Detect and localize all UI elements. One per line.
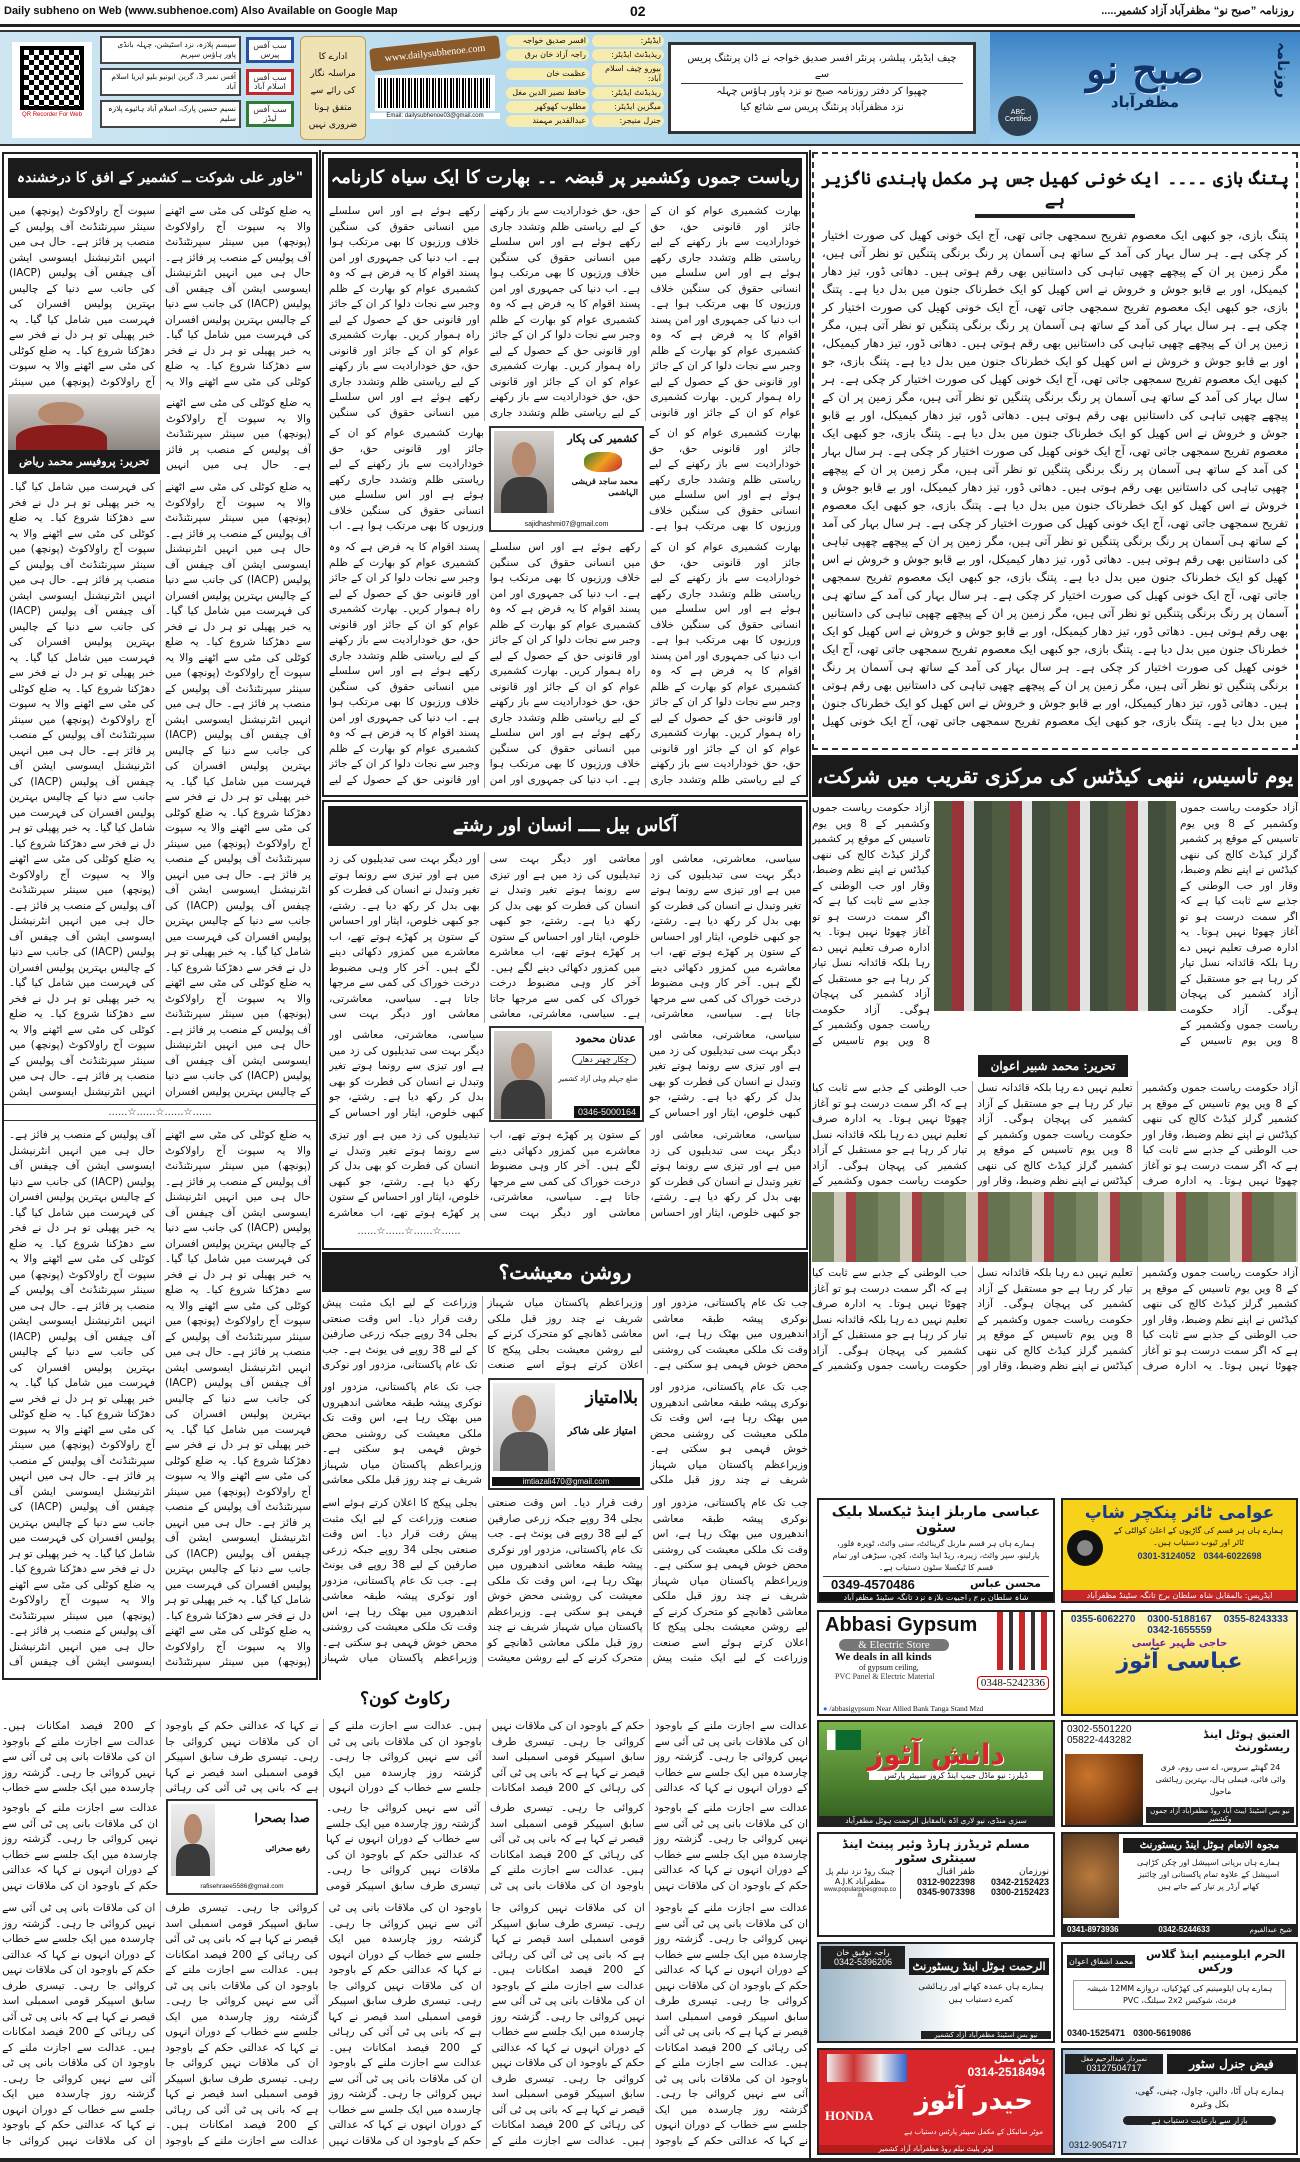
article-body: بھارت کشمیری عوام کو ان کے جائز اور قانونی حق، حق خودارادیت سے باز رکھنے کے لیے ریاستی ظلم وتشدد جاری رکھے ہوئے ہے اور اس سلسلے میں انسانی حقوق کی سنگین خلاف ورزیوں کا بھی مرتکب ہوا ہے۔ — [649, 427, 801, 532]
ad-tagline: بازار سے بارعایت دستیاب ہے — [1123, 2116, 1276, 2125]
article-akas-bel — [322, 800, 808, 1250]
article-body: بھارت کشمیری عوام کو ان کے جائز اور قانونی حق، حق خودارادیت سے باز رکھنے کے لیے ریاستی ظلم وتشدد جاری رکھے ہوئے ہے اور اس سلسلے میں انسانی حقوق کی سنگین خلاف ورزیوں کا بھی مرتکب ہوا ہے۔ اب دنیا کی جمہوری اور امن پسند اقوام کا یہ فرض ہے کہ وہ کشمیری عوام کو بھارت کے ظلم وجبر سے نجات دلوا کر ان کے جائز اور قانونی حق کے حصول کے لیے راہ ہموار کریں۔ بھارت کشمیری عوام کو ان کے جائز اور قانونی حق، حق خودارادیت سے باز رکھنے کے لیے ریاستی ظلم وتشدد جاری رکھے ہوئے ہے اور اس سلسلے میں انسانی حقوق کی سنگین خلاف ورزیوں کا بھی مرتکب ہوا ہے۔ اب دنیا کی جمہوری اور امن پسند اقوام کا یہ فرض ہے کہ وہ کشمیری عوام کو بھارت کے ظلم وجبر سے نجات دلوا کر ان کے جائز اور قانونی حق کے حصول کے لیے راہ ہموار کریں۔ بھارت کشمیری عوام کو ان کے جائز اور قانونی حق، حق خودارادیت سے باز رکھنے کے لیے ریاستی ظلم وتشدد جاری رکھے ہوئے ہے اور اس سلسلے میں انسانی حقوق کی سنگین خلاف ورزیوں کا بھی مرتکب ہوا ہے۔ اب دنیا کی جمہوری اور امن پسند اقوام کا یہ فرض ہے کہ وہ کشمیری عوام کو بھارت کے ظلم وجبر سے نجات دلوا کر ان کے جائز اور قانونی حق کے حصول کے لیے راہ ہموار کریں۔ بھارت کشمیری عوام کو ان کے جائز اور قانونی حق، حق خودارادیت سے باز رکھنے کے لیے ریاستی ظلم وتشدد جاری رکھے ہوئے ہے اور اس سلسلے میں انسانی حقوق کی سنگین — [329, 205, 801, 419]
ad-facebook[interactable]: /abbasigypsum — [829, 1704, 875, 1713]
staff-name: افسر صدیق خواجہ — [506, 35, 589, 47]
facebook-icon: ● — [823, 1704, 828, 1713]
office-address: آفس نمبر 3، گرین ایونیو بلیو ایریا اسلام آباد — [100, 68, 241, 96]
column-divider — [809, 150, 811, 2160]
ad-title: الحرم ایلومینیم اینڈ گلاس ورکس — [1146, 1948, 1286, 1974]
ad-abbasi-gypsum[interactable] — [817, 1610, 1055, 1716]
ad-title: دانش آٹوز — [867, 1738, 1005, 1771]
abc-certified-badge: ABC Certified — [998, 96, 1038, 136]
ad-title: مسلم ٹریڈرز ہارڈ وئیر پینٹ اینڈ سینٹری سٹور — [842, 1837, 1030, 1865]
office-list — [100, 36, 294, 132]
qr-code-icon[interactable] — [20, 46, 84, 110]
ad-phone: 0342-5396206 — [833, 1957, 893, 1967]
qr-block — [12, 42, 92, 138]
staff-name: مطلوب کھوکھر — [506, 101, 589, 113]
notice-line: چیف ایڈیٹر، پبلشر، پرنٹر افسر صدیق خواجہ نے ڈان پرنٹنگ پریس سے — [687, 53, 957, 80]
ceremony-photo — [812, 1192, 1298, 1262]
tyre-icon — [1067, 1530, 1103, 1566]
article-body: جب تک عام پاکستانی، مزدور اور نوکری پیشہ طبقہ معاشی اندھیروں میں بھٹک رہا ہے، اس وقت تک ملکی معیشت کی روشنی محض خوش فہمی ہو سکتی ہے۔ وزیراعظم پاکستان میاں شہباز شریف نے چند روز قبل ملکی معاشی ڈھانچے کو متحرک کرنے کے لیے روشن معیشت بجلی پیکج کا اعلان کرتے ہوئے اسے صنعت وزراعت کے لیے ایک مثبت پیش رفت قرار دیا۔ اس وقت صنعتی بجلی 34 روپے جبکہ زرعی صارفین کے لیے 38 روپے فی یونٹ ہے۔ جب تک عام پاکستانی، مزدور اور نوکری پیشہ طبقہ معاشی اندھیروں میں بھٹک رہا ہے، اس وقت تک ملکی معیشت کی روشنی محض خوش فہمی ہو سکتی ہے۔ وزیراعظم پاکستان میاں شہباز شریف نے چند روز قبل ملکی معاشی ڈھانچے کو متحرک کرنے کے لیے روشن معیشت بجلی پیکج کا اعلان کرتے ہوئے اسے صنعت وزراعت کے لیے ایک مثبت پیش رفت قرار دیا۔ اس وقت صنعتی بجلی 34 روپے جبکہ زرعی صارفین کے لیے 38 روپے فی یونٹ ہے۔ جب تک عام پاکستانی، مزدور اور نوکری پیشہ طبقہ معاشی اندھیروں میں بھٹک رہا ہے، اس وقت تک ملکی معیشت کی روشنی محض خوش فہمی ہو سکتی ہے۔ وزیراعظم پاکستان میاں شہباز — [322, 1497, 808, 1664]
ad-awami-tyre[interactable] — [1061, 1498, 1298, 1603]
article-body: آزاد حکومت ریاست جموں وکشمیر کے 8 ویں یوم تاسیس کے موقع پر کشمیر گرلز کیڈٹ کالج کی ننھی کیڈٹس نے اپنے نظم وضبط، وقار اور حب الوطنی کے جذبے سے ثابت کیا ہے کہ اگر سمت درست ہو تو آغاز چھوٹا نہیں ہوتا۔ یہ ادارہ صرف تعلیم نہیں دے رہا بلکہ قائدانہ نسل تیار کر رہا ہے جو مستقبل کے آزاد کشمیر کی پہچان ہوگی۔ آزاد حکومت ریاست جموں وکشمیر کے 8 ویں یوم تاسیس کے — [1180, 802, 1298, 1047]
column-divider — [319, 150, 321, 1680]
barcode-icon — [375, 75, 495, 111]
staff-role: ایڈیٹر: — [592, 35, 664, 47]
ad-contact-name: ریاض مغل — [994, 2054, 1045, 2065]
logo-city: مظفرآباد — [1110, 93, 1180, 111]
article-rukawat-kon — [2, 1683, 808, 2160]
logo-text: صبح نو — [1086, 46, 1204, 93]
website-banner[interactable]: www.dailysubhenoe.com — [369, 35, 501, 71]
ad-contact-name: محسن عباس — [970, 1577, 1041, 1590]
article-body: سیاسی، معاشرتی، معاشی اور دیگر بہت سی تبدیلیوں کی زد میں ہے اور تیزی سے رونما ہوتے تغیر وتبدل نے انسان کی فطرت کو بھی بدل کر رکھ دیا ہے۔ رشتے، جو کبھی خلوص، ایثار اور احساس کے ستون پر کھڑے ہوتے تھے، اب معاشرے میں کمزور دکھائی دینے لگے ہیں۔ آخر کار وہی مضبوط درخت خوراک کی کمی سے مرجھا جاتا ہے۔ سیاسی، معاشرتی، معاشی اور دیگر بہت سی تبدیلیوں کی زد میں ہے اور تیزی سے رونما ہوتے تغیر وتبدل نے انسان کی فطرت کو بھی بدل کر رکھ دیا ہے۔ رشتے، جو کبھی خلوص، ایثار اور احساس کے ستون پر کھڑے ہوتے تھے، اب معاشرے میں کمزور دکھائی دینے لگے ہیں۔ آخر کار وہی مضبوط درخت خوراک کی کمی سے مرجھا جاتا ہے۔ سیاسی، معاشرتی، معاشی اور دیگر بہت سی تبدیلیوں کی زد میں ہے اور تیزی سے رونما ہوتے تغیر وتبدل نے انسان کی فطرت کو بھی بدل کر رکھ دیا ہے۔ رشتے، جو کبھی خلوص، ایثار اور احساس کے ستون پر کھڑے ہوتے تھے، اب معاشرے میں کمزور دکھائی دینے لگے ہیں۔ آخر کار وہی مضبوط درخت خوراک کی کمی سے مرجھا جاتا ہے۔ سیاسی، معاشرتی، معاشی اور دیگر بہت سی — [329, 853, 801, 1020]
ad-contact-name: حاجی ظہیر عباسی — [1131, 1638, 1228, 1649]
notice-line: چھپوا کر دفتر روزنامہ صبح نو نزد پاور ہاؤس چہلہ — [681, 83, 963, 100]
headline: "خاور علی شوکت ــ کشمیر کے افق کا درخشندہ ستارہ" — [8, 158, 312, 198]
article-body: آزاد حکومت ریاست جموں وکشمیر کے 8 ویں یوم تاسیس کے موقع پر کشمیر گرلز کیڈٹ کالج کی ننھی کیڈٹس نے اپنے نظم وضبط، وقار اور حب الوطنی کے جذبے سے ثابت کیا ہے کہ اگر سمت درست ہو تو آغاز چھوٹا نہیں ہوتا۔ یہ ادارہ صرف تعلیم نہیں دے رہا بلکہ قائدانہ نسل تیار کر رہا ہے جو مستقبل کے آزاد کشمیر کی پہچان ہوگی۔ آزاد حکومت ریاست جموں وکشمیر کے 8 ویں یوم تاسیس کے موقع پر کشمیر گرلز کیڈٹ کالج کی ننھی کیڈٹس نے اپنے نظم وضبط، وقار اور حب الوطنی کے جذبے سے ثابت کیا ہے کہ اگر سمت درست ہو تو آغاز چھوٹا نہیں ہوتا۔ یہ ادارہ صرف تعلیم نہیں دے رہا بلکہ قائدانہ نسل تیار کر رہا ہے جو مستقبل کے آزاد کشمیر کی پہچان ہوگی۔ آزاد حکومت ریاست جموں وکشمیر کے — [812, 1267, 1298, 1372]
ad-muslim-traders[interactable] — [817, 1832, 1055, 1937]
office-address: نسیم حسین پارک، اسلام آباد ہائیوے پلازہ سلیم — [100, 100, 241, 128]
ad-phone: 0349-4570486 — [831, 1577, 915, 1592]
ad-danish-autos[interactable] — [817, 1720, 1055, 1827]
ad-contact-name: راجہ توفیق خان — [836, 1948, 890, 1957]
ad-title: عباسی ماربلز اینڈ ٹیکسلا بلیک سٹون — [831, 1504, 1041, 1536]
author-phone: 0346-5000164 — [574, 1106, 640, 1118]
ad-address: ایڈریس: بالمقابل شاہ سلطان برج تانگہ سٹینڈ مظفرآباد — [1063, 1590, 1296, 1601]
headline: ریاست جموں وکشمیر پر قبضہ ۔۔ بھارت کا ایک سیاہ کارنامہ — [328, 158, 802, 198]
ad-description: 24 گھنٹے سروس، اے سی روم، فری وائی فائی، فیملی ہال، بہترین رہائشی ماحول — [1155, 1763, 1286, 1796]
header-rule — [0, 24, 1300, 27]
ad-description: We deals in all kinds — [835, 1651, 932, 1663]
ad-description: ڈیلرز: نیو ماڈل جیپ اینڈ کروز سپیئر پارٹس — [869, 1771, 1043, 1780]
headline: پتنگ بازی ۔۔۔۔ ایک خونی کھیل جس پر مکمل پابندی ناگزیر ہے — [821, 169, 1289, 210]
ad-faiz-general-store[interactable] — [1061, 2048, 1298, 2155]
column-tag: چکار چھتر دھار — [572, 1054, 636, 1065]
ad-description: ہمارے ہاں عمدہ کھانے اور رہائشی کمرے دستیاب ہیں — [918, 1982, 1044, 2005]
ad-title: Abbasi Gypsum — [825, 1614, 978, 1636]
ad-phone: 0355-6062270 — [1070, 1614, 1136, 1625]
ad-phone: 03127504717 — [1086, 2063, 1142, 2073]
author-photo — [493, 1383, 555, 1471]
headline: روشن معیشت؟ — [322, 1252, 808, 1292]
ad-subtitle: & Electric Store — [839, 1639, 949, 1651]
column-name: کشمیر کی پکار — [567, 432, 638, 445]
ad-phone: 0342-5244633 — [1158, 1925, 1210, 1934]
article-kite — [812, 152, 1298, 750]
food-photo — [1065, 1754, 1143, 1826]
staff-name: عظمت خان — [506, 68, 589, 80]
article-body: یہ ضلع کوٹلی کی مٹی سے اٹھنے والا یہ سپوت آج راولاکوٹ (پونچھ) میں سینئر سپرنٹنڈنٹ آف پولیس کے منصب پر فائز ہے۔ حال ہی میں انہیں — [166, 397, 311, 471]
ad-phone: 05822-443282 — [1067, 1735, 1132, 1746]
article-body: جب تک عام پاکستانی، مزدور اور نوکری پیشہ طبقہ معاشی اندھیروں میں بھٹک رہا ہے، اس وقت تک ملکی معیشت کی روشنی محض خوش فہمی ہو سکتی ہے۔ وزیراعظم پاکستان میاں شہباز شریف نے چند روز قبل ملکی — [650, 1381, 808, 1486]
ad-address: نیو بس اسٹینڈ ایبٹ آباد روڈ مظفرآباد آزاد جموں وکشمیر — [1146, 1807, 1294, 1823]
office-tag: سب آفس اسلام آباد — [246, 69, 294, 95]
ad-majwa-hotel[interactable] — [1061, 1832, 1298, 1937]
article-roshan-maeeshat — [322, 1252, 808, 1680]
ad-title: العتیق ہوٹل اینڈ ریسٹورنٹ — [1203, 1728, 1290, 1754]
byline: تحریر: پروفیسر محمد ریاض — [8, 450, 160, 474]
separator-stars: ......☆......☆......☆...... — [357, 1226, 461, 1237]
byline: تحریر: محمد شبیر اعوان — [978, 1055, 1128, 1077]
staff-role: جنرل منیجر: — [592, 115, 664, 127]
headline: آکاس بیل ــــ انسان اور رشتے — [328, 806, 802, 846]
ad-address: نیو بس اسٹینڈ مظفرآباد آزاد کشمیر — [921, 2031, 1051, 2039]
ad-description: موٹر سائیکل کے مکمل سپیئر پارٹس دستیاب ہے — [904, 2128, 1043, 2136]
disclaimer-scroll: ادارے کا مراسلہ نگار کی رائے سے متفق ہونا ضروری نہیں — [300, 36, 366, 140]
kashmir-map-icon — [584, 452, 622, 472]
columnist-card — [166, 1799, 318, 1895]
staff-role: ریذیڈنٹ ایڈیٹر: — [592, 87, 664, 99]
logo-prefix: روزنامہ — [1274, 42, 1292, 98]
headline: یوم تاسیس، ننھی کیڈٹس کی مرکزی تقریب میں شرکت، — [812, 755, 1298, 797]
ad-address: شاہ سلطان برج راجپوت پلازہ نزد تانگہ سٹینڈ مظفرآباد — [819, 1592, 1053, 1603]
ad-address: لوئر پلیٹ نیلم روڈ مظفرآباد آزاد کشمیر — [819, 2145, 1053, 2153]
article-body: عدالت سے اجازت ملنے کے باوجود ان کی ملاقات بانی پی ٹی آئی سے نہیں کروائی جا رہی۔ گزشتہ روز چارسدہ میں ایک جلسے سے خطاب کے دوران انہوں نے کہا کہ عدالتی حکم کے باوجود ان کی ملاقات نہیں کروائی جا رہی۔ تیسری طرف سابق اسپیکر قومی اسمبلی اسد قیصر نے کہا ہے کہ بانی پی ٹی آئی کی رہائی کے 200 فیصد امکانات ہیں۔ عدالت سے اجازت ملنے کے باوجود ان کی ملاقات بانی پی ٹی آئی سے نہیں کروائی جا رہی۔ گزشتہ روز چارسدہ میں ایک جلسے سے خطاب کے دوران انہوں نے کہا کہ عدالتی حکم کے باوجود ان کی ملاقات نہیں کروائی جا رہی۔ تیسری طرف سابق اسپیکر قومی اسمبلی اسد قیصر نے کہا ہے کہ بانی پی ٹی آئی کی رہائی کے 200 فیصد امکانات ہیں۔ عدالت سے اجازت ملنے کے باوجود ان کی ملاقات بانی پی ٹی آئی سے نہیں کروائی جا رہی۔ گزشتہ روز چارسدہ میں ایک جلسے سے خطاب — [2, 1720, 808, 1794]
columnist-card — [489, 1026, 644, 1122]
staff-name: راجہ آزاد خان برق — [506, 49, 589, 61]
ad-title: فیض جنرل سٹور — [1167, 2054, 1296, 2074]
ad-abbasi-marbles[interactable] — [817, 1498, 1055, 1603]
article-body: آزاد حکومت ریاست جموں وکشمیر کے 8 ویں یوم تاسیس کے موقع پر کشمیر گرلز کیڈٹ کالج کی ننھی کیڈٹس نے اپنے نظم وضبط، وقار اور حب الوطنی کے جذبے سے ثابت کیا ہے کہ اگر سمت درست ہو تو آغاز چھوٹا نہیں ہوتا۔ یہ ادارہ صرف تعلیم نہیں دے رہا بلکہ قائدانہ نسل تیار کر رہا ہے جو مستقبل کے آزاد کشمیر کی پہچان ہوگی۔ آزاد حکومت ریاست جموں وکشمیر کے 8 ویں یوم تاسیس کے — [812, 802, 930, 1047]
ad-al-ateeq-hotel[interactable] — [1061, 1720, 1298, 1827]
cadets-photo — [934, 801, 1176, 1011]
ad-al-rehmat-hotel[interactable] — [817, 1942, 1055, 2043]
author-photo — [8, 394, 160, 450]
author-photo — [494, 1031, 552, 1119]
staff-name: حافظ نصیر الدین مغل — [506, 87, 589, 99]
staff-role: میگزین ایڈیٹر: — [592, 101, 664, 113]
article-body: جب تک عام پاکستانی، مزدور اور نوکری پیشہ طبقہ معاشی اندھیروں میں بھٹک رہا ہے، اس وقت تک ملکی معیشت کی روشنی محض خوش فہمی ہو سکتی ہے۔ وزیراعظم پاکستان میاں شہباز شریف نے چند روز قبل ملکی معاشی ڈھانچے کو متحرک کرنے کے لیے روشن معیشت بجلی پیکج کا اعلان کرتے ہوئے اسے صنعت وزراعت کے لیے ایک مثبت پیش رفت قرار دیا۔ اس وقت صنعتی بجلی 34 روپے جبکہ زرعی صارفین کے لیے 38 روپے فی یونٹ ہے۔ جب تک عام پاکستانی، مزدور اور نوکری — [322, 1297, 808, 1371]
ad-description: ہمارے ہاں ہر قسم کی گاڑیوں کے اعلیٰ کوالٹی کے ٹائر اور ٹیوب دستیاب ہیں۔ — [1113, 1526, 1284, 1547]
author-email[interactable]: sajidhashmi07@gmail.com — [524, 521, 609, 528]
ad-phone: 0302-5501220 — [1067, 1724, 1132, 1735]
food-photo — [1063, 1834, 1119, 1918]
author-name: محمد ساجد قریشی الہاشمی — [571, 476, 638, 497]
office-address: سیسم پلازہ، نزد اسٹیشن، چہلہ بانڈی پاور ہاؤس سپریم — [100, 36, 241, 64]
column-name: صدا بصحرا — [254, 1811, 310, 1825]
ad-phone: 0342-1655559 — [1147, 1625, 1212, 1636]
ad-phone: 0342-2152423 — [990, 1877, 1049, 1887]
email-text: Email: dailysubhenoe03@gmail.com — [370, 113, 500, 119]
ad-phone: 0355-8243333 — [1223, 1614, 1289, 1625]
article-body: یہ ضلع کوٹلی کی مٹی سے اٹھنے والا یہ سپوت آج راولاکوٹ (پونچھ) میں سینئر سپرنٹنڈنٹ آف پولیس کے منصب پر فائز ہے۔ حال ہی میں انہیں انٹرنیشنل ایسوسی ایشن آف چیفس آف پولیس (IACP) کی جانب سے دنیا کے چالیس بہترین پولیس افسران کی فہرست میں شامل کیا گیا۔ یہ خبر پھیلی تو ہر دل نے فخر سے دھڑکنا شروع کیا۔ یہ ضلع کوٹلی کی مٹی سے اٹھنے والا یہ سپوت آج راولاکوٹ (پونچھ) میں سینئر سپرنٹنڈنٹ آف پولیس کے منصب پر فائز ہے۔ حال ہی میں انہیں انٹرنیشنل ایسوسی ایشن آف چیفس آف پولیس (IACP) کی جانب سے دنیا کے چالیس بہترین پولیس افسران کی فہرست میں شامل کیا گیا۔ یہ خبر پھیلی تو ہر دل نے فخر سے دھڑکنا شروع کیا۔ یہ ضلع کوٹلی کی مٹی سے اٹھنے والا یہ سپوت آج راولاکوٹ (پونچھ) میں سینئر سپرنٹنڈنٹ آف پولیس کے منصب پر فائز ہے۔ حال ہی میں انہیں انٹرنیشنل ایسوسی ایشن آف چیفس آف پولیس (IACP) کی جانب سے دنیا کے چالیس بہترین پولیس افسران کی فہرست میں شامل کیا گیا۔ یہ خبر پھیلی تو ہر دل نے فخر سے دھڑکنا شروع کیا۔ یہ ضلع کوٹلی کی مٹی سے اٹھنے والا یہ سپوت آج راولاکوٹ (پونچھ) میں سینئر سپرنٹنڈنٹ آف پولیس کے منصب پر فائز ہے۔ حال ہی میں انہیں انٹرنیشنل ایسوسی ایشن آف چیفس آف پولیس (IACP) کی جانب سے دنیا کے چالیس بہترین پولیس افسران کی فہرست میں شامل کیا گیا۔ یہ خبر پھیلی تو ہر دل نے فخر سے دھڑکنا شروع کیا۔ یہ ضلع کوٹلی کی مٹی سے اٹھنے والا یہ سپوت آج راولاکوٹ (پونچھ) میں سینئر سپرنٹنڈنٹ آف پولیس کے منصب پر فائز ہے۔ حال ہی میں انہیں انٹرنیشنل ایسوسی ایشن آف چیفس آف پولیس (IACP) کی جانب سے دنیا کے چالیس بہترین پولیس افسران کی فہرست میں شامل کیا گیا۔ یہ خبر پھیلی تو ہر دل نے فخر سے دھڑکنا شروع کیا۔ یہ ضلع کوٹلی کی مٹی سے اٹھنے والا یہ سپوت آج راولاکوٹ (پونچھ) میں سینئر سپرنٹنڈنٹ آف پولیس کے منصب پر فائز ہے۔ حال ہی میں انہیں انٹرنیشنل ایسوسی ایشن آف چیفس آف پولیس (IACP) کی جانب سے دنیا کے چالیس بہترین پولیس افسران کی فہرست میں شامل کیا گیا۔ یہ خبر پھیلی تو ہر دل نے فخر سے دھڑکنا شروع کیا۔ یہ ضلع کوٹلی کی مٹی سے اٹھنے والا یہ سپوت آج راولاکوٹ (پونچھ) میں سینئر سپرنٹنڈنٹ آف پولیس کے منصب پر فائز ہے۔ حال ہی میں انہیں انٹرنیشنل ایسوسی ایشن آف چیفس آف پولیس (IACP) کی جانب سے دنیا کے چالیس بہترین پولیس افسران کی فہرست میں شامل کیا گیا۔ یہ خبر پھیلی تو ہر دل نے فخر سے دھڑکنا شروع کیا۔ یہ ضلع کوٹلی کی مٹی سے اٹھنے والا یہ سپوت آج راولاکوٹ (پونچھ) میں سینئر سپرنٹنڈنٹ آف پولیس کے منصب پر فائز ہے۔ حال ہی میں انہیں انٹرنیشنل ایسوسی ایشن — [9, 481, 311, 1098]
ad-phone: 0341-8973936 — [1067, 1925, 1119, 1934]
ad-phone: 0312-9054717 — [1069, 2140, 1128, 2150]
article-body: سیاسی، معاشرتی، معاشی اور دیگر بہت سی تبدیلیوں کی زد میں ہے اور تیزی سے رونما ہوتے تغیر وتبدل نے انسان کی فطرت کو بھی بدل کر رکھ دیا ہے۔ رشتے، جو کبھی خلوص، ایثار اور احساس کے — [649, 1029, 801, 1119]
headline: رکاوٹ کون؟ — [360, 1689, 450, 1709]
column-name: بلاامتیاز — [585, 1388, 638, 1408]
ad-al-haram-aluminium[interactable] — [1061, 1942, 1298, 2043]
office-tag: سب آفس لیڈز — [246, 101, 294, 127]
columnist-card — [488, 1378, 644, 1490]
website-line: Daily subheno on Web (www.subhenoe.com) Also Available on Google Map — [4, 5, 398, 17]
ad-phone: 0300-2152423 — [990, 1887, 1049, 1897]
ad-title: عباسی آٹوز — [1116, 1649, 1243, 1674]
article-khawar-ali-shaukat — [2, 152, 318, 1680]
article-cadets — [812, 755, 1298, 1385]
ad-contact-name: نورزمان — [1018, 1867, 1049, 1877]
ad-description: ہمارے ہاں بریانی اسپیشل اور چکن کڑاہی اسپیشل کے علاوہ تمام پاکستانی اور چائنیز کھانے آرڈر پر تیار کیے جاتے ہیں — [1137, 1858, 1280, 1891]
article-body: پتنگ بازی، جو کبھی ایک معصوم تفریح سمجھی جاتی تھی، آج ایک خونی کھیل کی صورت اختیار کر چکی ہے۔ ہر سال بہار کی آمد کے ساتھ ہی آسمان پر رنگ برنگی پتنگیں تو نظر آتی ہیں، مگر زمین پر ان کے پیچھے چھپی تباہی کی داستانیں بھی رقم ہوتی ہیں۔ دھاتی ڈور، تیز دھار کیمیکل، اور بے قابو جوش و خروش نے اس کھیل کو ایک خطرناک جنون میں بدل دیا ہے۔ پتنگ بازی، جو کبھی ایک معصوم تفریح سمجھی جاتی تھی، آج ایک خونی کھیل کی صورت اختیار کر چکی ہے۔ ہر سال بہار کی آمد کے ساتھ ہی آسمان پر رنگ برنگی پتنگیں تو نظر آتی ہیں، مگر زمین پر ان کے پیچھے چھپی تباہی کی داستانیں بھی رقم ہوتی ہیں۔ دھاتی ڈور، تیز دھار کیمیکل، اور بے قابو جوش و خروش نے اس کھیل کو ایک خطرناک جنون میں بدل دیا ہے۔ پتنگ بازی، جو کبھی ایک معصوم تفریح سمجھی جاتی تھی، آج ایک خونی کھیل کی صورت اختیار کر چکی ہے۔ ہر سال بہار کی آمد کے ساتھ ہی آسمان پر رنگ برنگی پتنگیں تو نظر آتی ہیں، مگر زمین پر ان کے پیچھے چھپی تباہی کی داستانیں بھی رقم ہوتی ہیں۔ دھاتی ڈور، تیز دھار کیمیکل، اور بے قابو جوش و خروش نے اس کھیل کو ایک خطرناک جنون میں بدل دیا ہے۔ پتنگ بازی، جو کبھی ایک معصوم تفریح سمجھی جاتی تھی، آج ایک خونی کھیل کی صورت اختیار کر چکی ہے۔ ہر سال بہار کی آمد کے ساتھ ہی آسمان پر رنگ برنگی پتنگیں تو نظر آتی ہیں، مگر زمین پر ان کے پیچھے چھپی تباہی کی داستانیں بھی رقم ہوتی ہیں۔ دھاتی ڈور، تیز دھار کیمیکل، اور بے قابو جوش و خروش نے اس کھیل کو ایک خطرناک جنون میں بدل دیا ہے۔ پتنگ بازی، جو کبھی ایک معصوم تفریح سمجھی جاتی تھی، آج ایک خونی کھیل کی صورت اختیار کر چکی ہے۔ ہر سال بہار کی آمد کے ساتھ ہی آسمان پر رنگ برنگی پتنگیں تو نظر آتی ہیں، مگر زمین پر ان کے پیچھے چھپی تباہی کی داستانیں بھی رقم ہوتی ہیں۔ دھاتی ڈور، تیز دھار کیمیکل، اور بے قابو جوش و خروش نے اس کھیل کو ایک خطرناک جنون میں بدل دیا ہے۔ پتنگ بازی، جو کبھی ایک معصوم تفریح سمجھی جاتی تھی، آج ایک خونی کھیل کی صورت اختیار کر چکی ہے۔ ہر سال بہار کی آمد کے ساتھ ہی آسمان پر رنگ برنگی پتنگیں تو نظر آتی ہیں، مگر زمین پر ان کے پیچھے چھپی تباہی کی داستانیں بھی رقم ہوتی ہیں۔ دھاتی ڈور، تیز دھار کیمیکل، اور بے قابو جوش و خروش نے اس کھیل کو ایک خطرناک جنون میں بدل دیا ہے۔ پتنگ بازی، جو کبھی ایک معصوم تفریح سمجھی جاتی تھی، آج ایک خونی کھیل کی صورت اختیار کر چکی ہے۔ ہر سال بہار کی آمد کے ساتھ ہی آسمان پر رنگ برنگی پتنگیں تو نظر آتی ہیں، مگر زمین پر ان کے پیچھے چھپی تباہی کی داستانیں بھی رقم ہوتی ہیں۔ دھاتی ڈور، تیز دھار کیمیکل، اور بے قابو جوش و خروش نے اس کھیل کو ایک خطرناک جنون میں بدل دیا ہے۔ پتنگ بازی، جو کبھی ایک معصوم تفریح سمجھی جاتی تھی، آج ایک خونی کھیل — [822, 228, 1288, 728]
newspaper-title-line: روزنامہ ”صبح نو“ مظفرآباد آزاد کشمیر..... — [1101, 5, 1294, 17]
article-body: یہ ضلع کوٹلی کی مٹی سے اٹھنے والا یہ سپوت آج راولاکوٹ (پونچھ) میں سینئر سپرنٹنڈنٹ آف پولیس کے منصب پر فائز ہے۔ حال ہی میں انہیں انٹرنیشنل ایسوسی ایشن آف چیفس آف پولیس (IACP) کی جانب سے دنیا کے چالیس بہترین پولیس افسران کی فہرست میں شامل کیا گیا۔ یہ خبر پھیلی تو ہر دل نے فخر سے دھڑکنا شروع کیا۔ یہ ضلع کوٹلی کی مٹی سے اٹھنے والا یہ سپوت آج راولاکوٹ (پونچھ) میں سینئر سپرنٹنڈنٹ آف پولیس کے منصب پر فائز ہے۔ حال ہی میں انہیں انٹرنیشنل ایسوسی ایشن آف چیفس آف پولیس (IACP) کی جانب سے دنیا کے چالیس بہترین پولیس افسران کی فہرست میں شامل کیا گیا۔ یہ خبر پھیلی تو ہر دل نے فخر سے دھڑکنا شروع کیا۔ یہ ضلع کوٹلی کی مٹی سے اٹھنے والا یہ سپوت آج راولاکوٹ (پونچھ) میں سینئر سپرنٹنڈنٹ آف پولیس کے منصب پر فائز ہے۔ حال ہی میں انہیں انٹرنیشنل ایسوسی ایشن آف چیفس آف پولیس (IACP) کی جانب سے دنیا کے چالیس بہترین پولیس افسران کی فہرست میں شامل کیا گیا۔ یہ خبر پھیلی تو ہر دل نے فخر سے دھڑکنا شروع کیا۔ یہ ضلع کوٹلی کی مٹی سے اٹھنے والا یہ سپوت آج راولاکوٹ (پونچھ) میں سینئر سپرنٹنڈنٹ آف پولیس کے منصب پر فائز ہے۔ حال ہی میں انہیں انٹرنیشنل ایسوسی ایشن آف چیفس آف پولیس (IACP) کی جانب سے دنیا کے چالیس بہترین پولیس افسران کی فہرست میں شامل کیا گیا۔ یہ خبر پھیلی تو ہر دل نے فخر سے دھڑکنا شروع کیا۔ یہ ضلع کوٹلی کی مٹی سے اٹھنے والا یہ سپوت آج راولاکوٹ (پونچھ) میں سینئر سپرنٹنڈنٹ آف پولیس کے منصب پر فائز ہے۔ حال ہی میں انہیں انٹرنیشنل ایسوسی ایشن آف چیفس آف پولیس (IACP) کی جانب سے دنیا کے چالیس بہترین پولیس افسران کی فہرست میں شامل کیا گیا۔ یہ خبر پھیلی تو ہر دل نے فخر سے دھڑکنا شروع کیا۔ یہ ضلع کوٹلی کی مٹی سے اٹھنے والا یہ سپوت آج راولاکوٹ (پونچھ) میں سینئر سپرنٹنڈنٹ آف پولیس کے منصب پر فائز ہے۔ حال ہی میں انہیں انٹرنیشنل ایسوسی ایشن آف چیفس آف پولیس (IACP) کی جانب سے دنیا کے چالیس بہترین پولیس افسران کی فہرست میں شامل کیا گیا۔ یہ خبر پھیلی تو ہر دل نے فخر سے دھڑکنا شروع کیا۔ یہ ضلع کوٹلی کی مٹی سے اٹھنے والا یہ سپوت آج راولاکوٹ (پونچھ) میں سینئر سپرنٹنڈنٹ آف پولیس کے منصب پر فائز ہے۔ حال ہی میں انہیں انٹرنیشنل ایسوسی ایشن آف چیفس آف — [9, 1129, 311, 1668]
qr-label: QR Recorder For Web — [22, 112, 82, 118]
page-number: 02 — [630, 3, 646, 19]
author-email[interactable]: imtiazali470@gmail.com — [492, 1477, 640, 1486]
ad-phone: 0314-2518494 — [967, 2065, 1045, 2079]
ad-phone: 0345-9073398 — [916, 1887, 975, 1897]
ad-phone: 0348-5242336 — [977, 1676, 1049, 1690]
article-body: آزاد حکومت ریاست جموں وکشمیر کے 8 ویں یوم تاسیس کے موقع پر کشمیر گرلز کیڈٹ کالج کی ننھی کیڈٹس نے اپنے نظم وضبط، وقار اور حب الوطنی کے جذبے سے ثابت کیا ہے کہ اگر سمت درست ہو تو آغاز چھوٹا نہیں ہوتا۔ یہ ادارہ صرف تعلیم نہیں دے رہا بلکہ قائدانہ نسل تیار کر رہا ہے جو مستقبل کے آزاد کشمیر کی پہچان ہوگی۔ آزاد حکومت ریاست جموں وکشمیر کے 8 ویں یوم تاسیس کے موقع پر کشمیر گرلز کیڈٹ کالج کی ننھی کیڈٹس نے اپنے نظم وضبط، وقار اور حب الوطنی کے جذبے سے ثابت کیا ہے کہ اگر سمت درست ہو تو آغاز چھوٹا نہیں ہوتا۔ یہ ادارہ صرف تعلیم نہیں دے رہا بلکہ قائدانہ نسل تیار کر رہا ہے جو مستقبل کے آزاد کشمیر کی پہچان ہوگی۔ آزاد حکومت ریاست جموں وکشمیر کے — [812, 1082, 1298, 1187]
article-kashmir — [322, 152, 808, 797]
ad-description: ہمارے ہاں ہر قسم ماربل گرینائٹ، سنی وائٹ، ٹویرہ فلور، پارلینو، سپر وائٹ، زیبرہ، ریڈ اینڈ وائٹ، کچن، سیڑھی اور تمام قسم کا ٹیکسلا سٹون دستیاب ہے۔ — [832, 1539, 1040, 1572]
staff-role: ریذیڈنٹ ایڈیٹر: — [592, 49, 664, 61]
product-photo — [827, 2054, 907, 2082]
masthead — [0, 30, 1300, 146]
website-block — [370, 42, 500, 119]
ad-phone: 0340-1525471 — [1067, 2028, 1126, 2038]
notice-line: نزد مظفرآباد پرنٹنگ پریس سے شائع کیا — [740, 102, 904, 113]
article-body: جب تک عام پاکستانی، مزدور اور نوکری پیشہ طبقہ معاشی اندھیروں میں بھٹک رہا ہے، اس وقت تک ملکی معیشت کی روشنی محض خوش فہمی ہو سکتی ہے۔ وزیراعظم پاکستان میاں شہباز شریف نے چند روز قبل ملکی معاشی — [322, 1381, 482, 1486]
author-place: ضلع جہلم ویلی آزاد کشمیر — [558, 1075, 638, 1083]
author-name: رفیع صحرائی — [265, 1843, 310, 1853]
article-body: بھارت کشمیری عوام کو ان کے جائز اور قانونی حق، حق خودارادیت سے باز رکھنے کے لیے ریاستی ظلم وتشدد جاری رکھے ہوئے ہے اور اس سلسلے میں انسانی حقوق کی سنگین خلاف ورزیوں کا بھی مرتکب ہوا ہے۔ اب دنیا کی جمہوری اور امن پسند اقوام کا یہ فرض ہے کہ وہ کشمیری عوام کو بھارت کے ظلم وجبر سے نجات دلوا کر ان کے جائز اور قانونی حق کے حصول کے لیے راہ ہموار کریں۔ بھارت کشمیری عوام کو ان کے جائز اور قانونی حق، حق خودارادیت سے باز رکھنے کے لیے ریاستی ظلم وتشدد جاری رکھے ہوئے ہے اور اس سلسلے میں انسانی حقوق کی سنگین خلاف ورزیوں کا بھی مرتکب ہوا ہے۔ اب دنیا کی جمہوری اور امن پسند اقوام کا یہ فرض ہے کہ وہ کشمیری عوام کو بھارت کے ظلم وجبر سے نجات دلوا کر ان کے جائز اور قانونی حق کے حصول کے لیے راہ ہموار کریں۔ بھارت کشمیری عوام کو ان کے جائز اور قانونی حق، حق خودارادیت سے باز رکھنے کے لیے ریاستی ظلم وتشدد جاری رکھے ہوئے ہے اور اس سلسلے میں انسانی حقوق کی سنگین خلاف ورزیوں کا بھی مرتکب ہوا ہے۔ اب دنیا کی جمہوری اور امن پسند اقوام کا یہ فرض ہے کہ وہ کشمیری عوام کو بھارت کے ظلم وجبر سے نجات دلوا کر ان کے جائز اور قانونی حق کے حصول کے لیے راہ ہموار کریں۔ بھارت کشمیری عوام کو ان کے جائز اور قانونی حق، حق خودارادیت سے باز رکھنے کے لیے ریاستی ظلم وتشدد جاری رکھے ہوئے ہے اور اس سلسلے میں انسانی حقوق کی سنگین خلاف ورزیوں کا بھی مرتکب ہوا ہے۔ اب دنیا کی جمہوری اور امن پسند اقوام کا یہ فرض ہے کہ وہ کشمیری عوام کو بھارت کے ظلم وجبر سے نجات دلوا کر ان کے جائز اور قانونی حق کے حصول کے لیے — [329, 541, 801, 786]
ad-description: of gypsum ceiling, — [859, 1663, 919, 1672]
ad-description: ہمارے ہاں ایلومینیم کی کھڑکیاں، دروازے 12MM شیشہ فرنٹ، شوکیس 2x2 سیلنگ، PVC — [1073, 1980, 1286, 2010]
honda-logo: HONDA — [825, 2108, 874, 2123]
ad-haider-autos[interactable] — [817, 2048, 1055, 2155]
article-body: عدالت سے اجازت ملنے کے باوجود ان کی ملاقات بانی پی ٹی آئی سے نہیں کروائی جا رہی۔ گزشتہ روز چارسدہ میں ایک جلسے سے خطاب کے دوران انہوں نے کہا کہ عدالتی حکم کے باوجود ان کی ملاقات نہیں کروائی جا رہی۔ تیسری طرف سابق اسپیکر قومی اسمبلی اسد قیصر نے کہا ہے کہ بانی پی ٹی آئی کی رہائی کے 200 فیصد امکانات ہیں۔ عدالت سے اجازت ملنے کے باوجود ان کی ملاقات بانی پی ٹی آئی سے نہیں کروائی جا رہی۔ گزشتہ روز چارسدہ میں ایک جلسے سے خطاب کے دوران انہوں نے کہا کہ عدالتی حکم کے باوجود ان کی ملاقات نہیں کروائی جا رہی۔ تیسری طرف سابق اسپیکر قومی — [326, 1802, 808, 1892]
author-photo — [171, 1804, 215, 1876]
article-body: سیاسی، معاشرتی، معاشی اور دیگر بہت سی تبدیلیوں کی زد میں ہے اور تیزی سے رونما ہوتے تغیر وتبدل نے انسان کی فطرت کو بھی بدل کر رکھ دیا ہے۔ رشتے، جو کبھی خلوص، ایثار اور احساس کے ستون پر کھڑے ہوتے تھے، اب معاشرے میں کمزور دکھائی دینے لگے ہیں۔ آخر کار وہی مضبوط درخت خوراک کی کمی سے مرجھا جاتا ہے۔ سیاسی، معاشرتی، معاشی اور دیگر بہت سی تبدیلیوں کی زد میں ہے اور تیزی سے رونما ہوتے تغیر وتبدل نے انسان کی فطرت کو بھی بدل کر رکھ دیا ہے۔ رشتے، جو کبھی خلوص، ایثار اور احساس کے ستون پر کھڑے ہوتے تھے، اب معاشرے — [329, 1129, 801, 1219]
author-email[interactable]: rafisehraee5586@gmail.com — [200, 1883, 284, 1890]
staff-role: بیورو چیف اسلام آباد: — [592, 63, 664, 85]
staff-list — [506, 35, 664, 129]
columnist-card — [489, 426, 644, 532]
ad-abbasi-autos[interactable] — [1061, 1610, 1298, 1716]
newspaper-logo — [990, 32, 1300, 144]
ad-phone: 0300-5188167 — [1147, 1614, 1212, 1625]
ad-phone: 0344-6022698 — [1203, 1551, 1262, 1561]
ad-contact-name: شیخ عبدالقیوم — [1249, 1925, 1292, 1934]
article-body: یہ ضلع کوٹلی کی مٹی سے اٹھنے والا یہ سپوت آج راولاکوٹ (پونچھ) میں سینئر سپرنٹنڈنٹ آف پولیس کے منصب پر فائز ہے۔ حال ہی میں انہیں انٹرنیشنل ایسوسی ایشن آف چیفس آف پولیس (IACP) کی جانب سے دنیا کے چالیس بہترین پولیس افسران کی فہرست میں شامل کیا گیا۔ یہ خبر پھیلی تو ہر دل نے فخر سے دھڑکنا شروع کیا۔ یہ ضلع کوٹلی کی مٹی سے اٹھنے والا یہ سپوت آج راولاکوٹ (پونچھ) میں سینئر سپرنٹنڈنٹ آف پولیس کے منصب پر فائز ہے۔ حال ہی میں انہیں انٹرنیشنل ایسوسی ایشن آف چیفس آف پولیس (IACP) کی جانب سے دنیا کے چالیس بہترین پولیس افسران کی فہرست میں شامل کیا گیا۔ یہ خبر پھیلی تو ہر دل نے فخر سے دھڑکنا شروع کیا۔ یہ ضلع کوٹلی کی مٹی سے اٹھنے والا یہ سپوت آج راولاکوٹ (پونچھ) میں سینئر — [9, 205, 311, 388]
ad-phone: 0312-9022398 — [916, 1877, 975, 1887]
ad-title: مجوہ الانعام ہوٹل اینڈ ریسٹورنٹ — [1123, 1838, 1296, 1853]
office-tag: سب آفس پیرس — [246, 37, 294, 63]
ad-address: سبزی منڈی، نیو لاری اڈہ بالمقابل الرحمت ہوٹل مظفرآباد — [819, 1816, 1053, 1825]
author-name: عدنان محمود — [575, 1032, 636, 1045]
ad-phone: 0300-5619086 — [1133, 2028, 1192, 2038]
page-header — [0, 0, 1300, 24]
ad-description: PVC Panel & Electric Material — [835, 1672, 935, 1681]
ad-description: ہمارے ہاں آٹا، دالیں، چاول، چینی، گھی، بکل وغیرہ — [1134, 2087, 1285, 2110]
ad-phone: 0301-3124052 — [1137, 1551, 1196, 1561]
ad-address: چینک روڈ نزد نیلم پل مظفرآباد A.J.K — [825, 1867, 895, 1886]
article-body: بھارت کشمیری عوام کو ان کے جائز اور قانونی حق، حق خودارادیت سے باز رکھنے کے لیے ریاستی ظلم وتشدد جاری رکھے ہوئے ہے اور اس سلسلے میں انسانی حقوق کی سنگین خلاف ورزیوں کا بھی مرتکب ہوا ہے۔ اب — [329, 427, 484, 532]
author-photo — [494, 431, 554, 513]
ad-website[interactable]: www.popularpipesgroup.com — [823, 1887, 897, 1899]
ad-contact-name: نمبردار عبدالرحیم مغل — [1080, 2055, 1148, 2063]
footer-rule — [0, 2158, 1300, 2162]
pakistan-flag-icon — [827, 1730, 861, 1750]
ad-address: Near Allied Bank Tanga Stand Mzd — [876, 1704, 984, 1713]
publisher-notice — [668, 42, 976, 134]
ad-title: الرحمت ہوٹل اینڈ ریسٹورنٹ — [909, 1958, 1049, 1975]
ad-contact-name: محمد اشفاق اعوان — [1069, 1956, 1134, 1966]
author-name: امتیاز علی شاکر — [567, 1426, 636, 1437]
ad-title: حیدر آٹوز — [914, 2086, 1033, 2116]
article-body: عدالت سے اجازت ملنے کے باوجود ان کی ملاقات بانی پی ٹی آئی سے نہیں کروائی جا رہی۔ گزشتہ روز چارسدہ میں ایک جلسے سے خطاب کے دوران انہوں نے کہا کہ عدالتی حکم کے باوجود ان کی ملاقات نہیں کروائی جا رہی۔ تیسری طرف سابق اسپیکر قومی اسمبلی اسد قیصر نے کہا ہے کہ بانی پی ٹی آئی کی رہائی کے 200 فیصد امکانات ہیں۔ عدالت سے اجازت ملنے کے باوجود ان کی ملاقات بانی پی ٹی آئی سے نہیں کروائی جا رہی۔ گزشتہ روز چارسدہ میں ایک جلسے سے خطاب کے دوران انہوں نے کہا کہ عدالتی حکم کے باوجود ان کی ملاقات نہیں کروائی جا رہی۔ تیسری طرف سابق اسپیکر قومی اسمبلی اسد قیصر نے کہا ہے کہ بانی پی ٹی آئی کی رہائی کے 200 فیصد امکانات ہیں۔ عدالت سے اجازت ملنے کے باوجود ان کی ملاقات بانی پی ٹی آئی سے نہیں کروائی جا رہی۔ گزشتہ روز چارسدہ میں ایک جلسے سے خطاب کے دوران انہوں نے کہا کہ عدالتی حکم کے باوجود ان کی ملاقات نہیں کروائی جا رہی۔ تیسری طرف سابق اسپیکر قومی اسمبلی اسد قیصر نے کہا ہے کہ بانی پی ٹی آئی کی رہائی کے 200 فیصد امکانات ہیں۔ عدالت سے اجازت ملنے کے باوجود ان کی ملاقات بانی پی ٹی آئی سے نہیں کروائی جا رہی۔ گزشتہ روز چارسدہ میں ایک جلسے سے خطاب کے دوران انہوں نے کہا کہ عدالتی حکم کے باوجود ان کی ملاقات نہیں کروائی جا رہی۔ تیسری طرف سابق اسپیکر قومی اسمبلی اسد قیصر نے کہا ہے کہ بانی پی ٹی آئی کی رہائی کے 200 فیصد امکانات ہیں۔ عدالت سے اجازت ملنے کے باوجود ان کی ملاقات بانی پی ٹی آئی سے نہیں کروائی جا رہی۔ گزشتہ روز چارسدہ میں ایک جلسے سے خطاب کے دوران انہوں نے کہا کہ عدالتی حکم کے باوجود ان کی ملاقات نہیں کروائی جا رہی۔ تیسری طرف سابق اسپیکر قومی اسمبلی اسد قیصر نے کہا ہے کہ بانی پی ٹی آئی کی رہائی کے 200 فیصد امکانات ہیں۔ عدالت سے اجازت ملنے کے باوجود ان کی ملاقات بانی پی ٹی آئی سے نہیں کروائی جا رہی۔ گزشتہ روز چارسدہ میں ایک جلسے سے خطاب کے دوران انہوں نے کہا کہ عدالتی حکم کے باوجود ان کی ملاقات نہیں کروائی جا رہی۔ تیسری طرف سابق اسپیکر قومی اسمبلی اسد قیصر نے کہا ہے کہ بانی پی ٹی آئی کی رہائی کے 200 فیصد امکانات ہیں۔ عدالت سے اجازت ملنے کے باوجود ان کی ملاقات بانی پی ٹی آئی سے نہیں کروائی جا رہی۔ گزشتہ روز چارسدہ میں ایک جلسے سے خطاب کے دوران انہوں نے کہا کہ عدالتی حکم کے باوجود ان کی ملاقات نہیں کروائی جا رہی۔ تیسری طرف سابق اسپیکر قومی اسمبلی اسد قیصر نے کہا ہے کہ بانی پی ٹی آئی کی رہائی کے 200 فیصد امکانات ہیں۔ عدالت سے اجازت ملنے کے باوجود ان کی ملاقات بانی پی ٹی آئی سے نہیں کروائی جا رہی۔ گزشتہ روز چارسدہ میں ایک جلسے سے خطاب کے دوران انہوں نے کہا کہ عدالتی حکم کے باوجود ان کی ملاقات نہیں کروائی جا — [2, 1902, 808, 2147]
ad-contact-name: ظفر اقبال — [936, 1867, 975, 1877]
staff-name: عبدالقدیر مہمند — [506, 115, 589, 127]
separator-stars: ......☆......☆......☆...... — [4, 1104, 316, 1121]
headline-underline — [975, 214, 1135, 218]
ad-title: عوامی ٹائر پنکچر شاپ — [1084, 1503, 1275, 1523]
article-body: عدالت سے اجازت ملنے کے باوجود ان کی ملاقات بانی پی ٹی آئی سے نہیں کروائی جا رہی۔ گزشتہ روز چارسدہ میں ایک جلسے سے خطاب کے دوران انہوں نے کہا کہ عدالتی حکم کے باوجود ان کی ملاقات نہیں — [2, 1802, 158, 1892]
article-body: سیاسی، معاشرتی، معاشی اور دیگر بہت سی تبدیلیوں کی زد میں ہے اور تیزی سے رونما ہوتے تغیر وتبدل نے انسان کی فطرت کو بھی بدل کر رکھ دیا ہے۔ رشتے، جو کبھی خلوص، ایثار اور احساس کے — [329, 1029, 484, 1119]
